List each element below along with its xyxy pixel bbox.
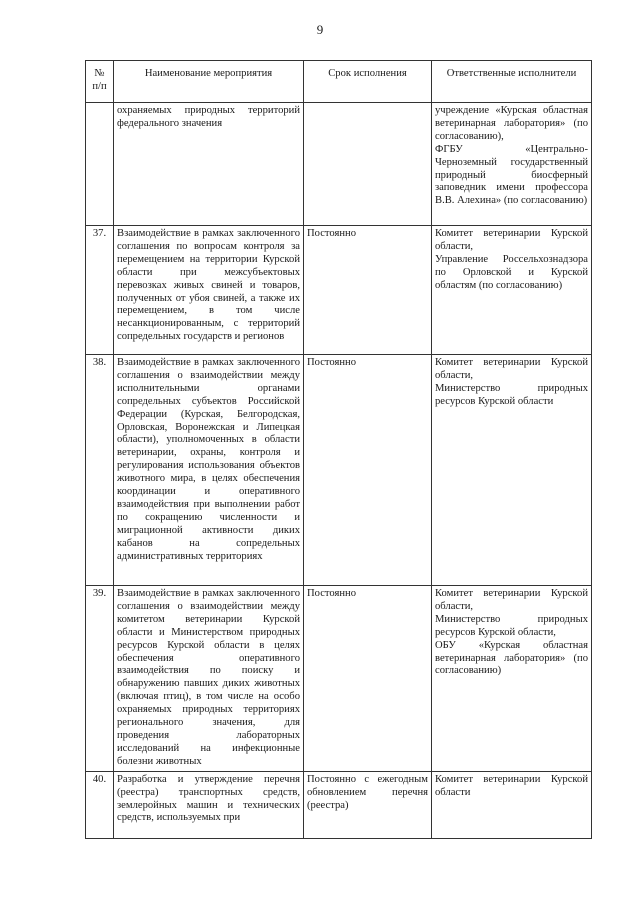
row-responsible (432, 226, 592, 355)
responsible-line: ФГБУ «Центрально-Черноземный государственный природный биосферный заповедник имени профессора В.В. Алехина» (по согласованию) (435, 143, 588, 207)
header-responsible: Ответственные исполнители (432, 61, 592, 103)
row-num (86, 103, 114, 226)
responsible-line: Комитет ветеринарии Курской области, (435, 588, 588, 612)
responsible-line: ОБУ «Курская областная ветеринарная лаборатория» (по согласованию) (435, 639, 588, 677)
row-term: Постоянно (304, 226, 432, 355)
responsible-line: Комитет ветеринарии Курской области, (435, 228, 588, 252)
header-name: Наименование мероприятия (114, 61, 304, 103)
header-num: № п/п (86, 61, 114, 103)
table-row (86, 771, 592, 838)
responsible-line: учреждение «Курская областная ветеринарная лаборатория» (по согласованию), (435, 105, 588, 142)
table-row (86, 226, 592, 355)
measures-table (85, 60, 592, 839)
row-responsible (432, 586, 592, 772)
row-name: Взаимодействие в рамках заключенного соглашения по вопросам контроля за перемещением на территории Курской области при межсубъектовых перевозках живых свиней и товаров, полученных от убоя свиней, а также их перемещением, в том числе несанкционированным, с территорий сопредельных государств и регионов (114, 226, 304, 355)
table-row (86, 103, 592, 226)
row-name: Взаимодействие в рамках заключенного соглашения о взаимодействии между комитетом ветеринарии Курской области и Министерством природных ресурсов Курской области в целях обеспечения оперативного взаимодействия по поиску и обнаружению павших диких животных (включая птиц), в том числе на особо охраняемых природных территориях регионального значения, для проведения лабораторных исследований на инфекционные болезни животных (114, 586, 304, 772)
row-name: охраняемых природных территорий федерального значения (114, 103, 304, 226)
row-num: 37. (86, 226, 114, 355)
row-term: Постоянно (304, 355, 432, 586)
table-row (86, 586, 592, 772)
responsible-line: Комитет ветеринарии Курской области (435, 773, 588, 798)
row-term (304, 103, 432, 226)
row-responsible (432, 103, 592, 226)
page-number: 9 (316, 22, 324, 37)
row-responsible (432, 355, 592, 586)
responsible-line: Министерство природных ресурсов Курской области (435, 382, 588, 407)
row-num: 39. (86, 586, 114, 772)
row-num: 40. (86, 771, 114, 838)
row-name: Взаимодействие в рамках заключенного соглашения о взаимодействии между исполнительными органами сопредельных субъектов Российской Федерации (Курская, Белгородская, Орловская, Воронежская и Липецкая области), уполномоченных в области ветеринарии, охраны, контроля и регулирования использования объектов животного мира, в целях обеспечения координации и оперативного взаимодействия при выполнении работ по сокращению численности и миграционной активности диких кабанов на сопредельных административных территориях (114, 355, 304, 586)
responsible-line: Управление Россельхознадзора по Орловской и Курской областям (по согласованию) (435, 253, 588, 291)
row-num: 38. (86, 355, 114, 586)
header-term: Срок исполнения (304, 61, 432, 103)
row-responsible (432, 771, 592, 838)
responsible-line: Комитет ветеринарии Курской области, (435, 357, 588, 381)
row-term: Постоянно (304, 586, 432, 772)
row-name: Разработка и утверждение перечня (реестра) транспортных средств, землеройных машин и технических средств, используемых при (114, 771, 304, 838)
responsible-line: Министерство природных ресурсов Курской области, (435, 613, 588, 638)
table-header-row (86, 61, 592, 103)
row-term: Постоянно с ежегодным обновлением перечня (реестра) (304, 771, 432, 838)
table-row (86, 355, 592, 586)
